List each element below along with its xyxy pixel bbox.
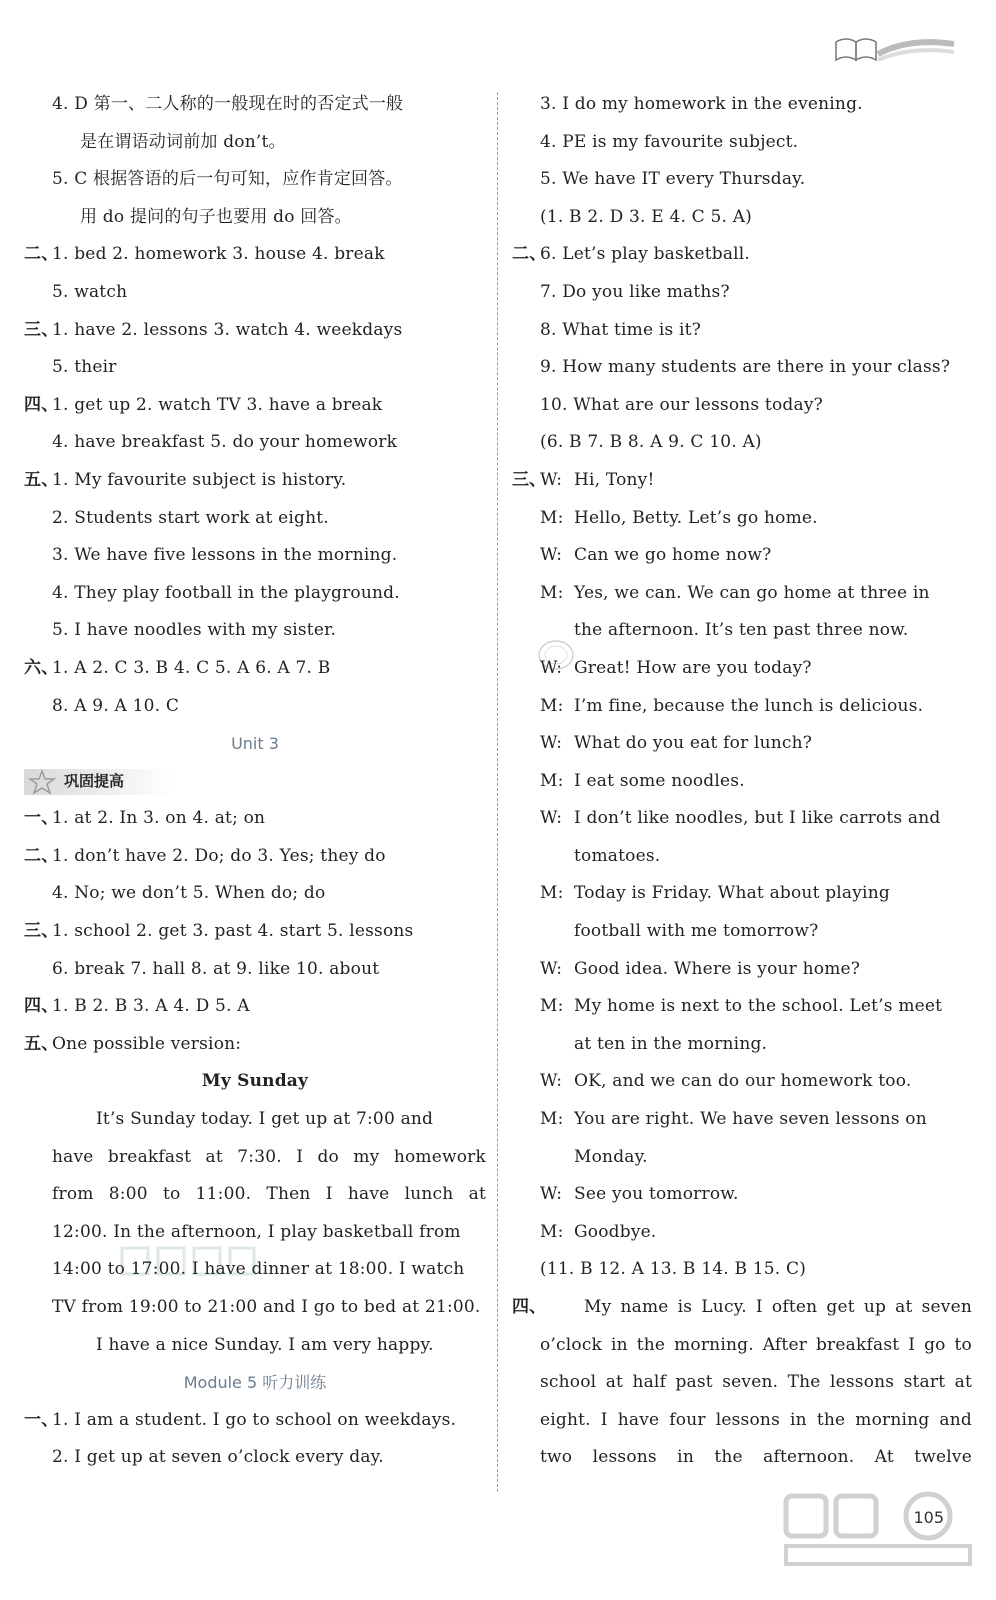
line-text: My name is Lucy. I often get up at seven: [584, 1297, 972, 1317]
dialogue-line: [512, 500, 972, 538]
speaker-label: W:: [540, 733, 563, 754]
watermark-icon: [118, 1240, 258, 1280]
answer-line: [24, 575, 486, 613]
answer-line: [24, 838, 486, 876]
answer-line: [24, 199, 486, 237]
dialogue-text: at ten in the morning.: [574, 1033, 768, 1054]
answer-line: [512, 274, 972, 312]
answer-line: [24, 951, 486, 989]
dialogue-line: [512, 1063, 972, 1101]
section-marker: 三、: [24, 921, 59, 942]
dialogue-text: the afternoon. It’s ten past three now.: [574, 620, 909, 641]
line-text: 1. A 2. C 3. B 4. C 5. A 6. A 7. B: [52, 657, 331, 678]
section-marker: 二、: [24, 244, 59, 265]
speaker-label: M:: [540, 770, 564, 791]
line-text: 1. bed 2. homework 3. house 4. break: [52, 244, 385, 265]
dialogue-line: [512, 1101, 972, 1139]
star-icon: [28, 769, 56, 795]
line-text: (6. B 7. B 8. A 9. C 10. A): [540, 432, 762, 453]
dialogue-text: football with me tomorrow?: [574, 921, 819, 942]
stamp-icon: [536, 637, 576, 673]
dialogue-line: [512, 462, 972, 500]
answer-line: [24, 688, 486, 726]
section-marker: 二、: [512, 244, 547, 265]
line-text: 1. B 2. B 3. A 4. D 5. A: [52, 996, 250, 1017]
dialogue-line: [512, 988, 972, 1026]
speaker-label: M:: [540, 582, 564, 603]
passage-line: [512, 1327, 972, 1365]
answer-line: [24, 236, 486, 274]
answer-line: [24, 500, 486, 538]
answer-line: [24, 800, 486, 838]
section-marker: 六、: [24, 657, 59, 678]
column-divider: [497, 92, 498, 1492]
dialogue-text: See you tomorrow.: [574, 1184, 739, 1205]
line-text: 2. I get up at seven o’clock every day.: [52, 1447, 384, 1468]
line-text: 1. get up 2. watch TV 3. have a break: [52, 394, 383, 415]
dialogue-text: OK, and we can do our homework too.: [574, 1071, 912, 1092]
essay-title: My Sunday: [201, 1071, 309, 1092]
dialogue-line: [512, 688, 972, 726]
line-text: (11. B 12. A 13. B 14. B 15. C): [540, 1259, 807, 1280]
line-text: 6. break 7. hall 8. at 9. like 10. about: [52, 958, 380, 979]
unit-title: Unit 3: [231, 734, 279, 754]
line-text: 1. don’t have 2. Do; do 3. Yes; they do: [52, 845, 386, 866]
answer-line: [24, 537, 486, 575]
essay-line: [24, 1289, 486, 1327]
section-marker: 五、: [24, 469, 59, 490]
line-text: 4. No; we don’t 5. When do; do: [52, 883, 326, 904]
speaker-label: W:: [540, 958, 563, 979]
line-text: I have a nice Sunday. I am very happy.: [96, 1334, 434, 1355]
essay-line: [24, 1101, 486, 1139]
passage-line: [512, 1439, 972, 1477]
passage-line: [512, 1402, 972, 1440]
speaker-label: M:: [540, 507, 564, 528]
answer-line: [512, 349, 972, 387]
speaker-label: M:: [540, 695, 564, 716]
speaker-label: W:: [540, 808, 563, 829]
answer-line: [512, 199, 972, 237]
banner-label: 巩固提高: [64, 771, 125, 790]
section-marker: 四、: [512, 1297, 546, 1317]
answer-line: [512, 236, 972, 274]
answer-line: [24, 913, 486, 951]
answer-line: [24, 387, 486, 425]
dialogue-text: What do you eat for lunch?: [574, 733, 813, 754]
section-marker: 一、: [24, 808, 59, 829]
line-text: school at half past seven. The lessons start at: [540, 1372, 972, 1393]
essay-line: [24, 1327, 486, 1365]
dialogue-line: [512, 1026, 972, 1064]
dialogue-text: Goodbye.: [574, 1221, 657, 1242]
line-text: 1. have 2. lessons 3. watch 4. weekdays: [52, 319, 403, 340]
speaker-label: M:: [540, 883, 564, 904]
answer-line: [24, 650, 486, 688]
dialogue-text: Today is Friday. What about playing: [574, 883, 890, 904]
section-marker: 四、: [24, 394, 59, 415]
site-watermark-icon: [778, 1490, 978, 1570]
line-text: 1. school 2. get 3. past 4. start 5. lessons: [52, 921, 414, 942]
dialogue-text: I’m fine, because the lunch is delicious.: [574, 695, 924, 716]
answer-line: [24, 312, 486, 350]
line-text: 7. Do you like maths?: [540, 281, 730, 302]
dialogue-line: [512, 913, 972, 951]
line-text: 5. We have IT every Thursday.: [540, 169, 806, 190]
answer-line: [24, 1439, 486, 1477]
right-column: [512, 86, 972, 1477]
answer-line: [24, 124, 486, 162]
passage: [512, 1289, 972, 1477]
line-text: 5. watch: [52, 281, 128, 302]
dialogue-text: You are right. We have seven lessons on: [574, 1109, 927, 1130]
line-text: 8. A 9. A 10. C: [52, 695, 180, 716]
line-text: TV from 19:00 to 21:00 and I go to bed at 21:00.: [52, 1297, 481, 1317]
dialogue-text: Hello, Betty. Let’s go home.: [574, 507, 818, 528]
dialogue-line: [512, 1139, 972, 1177]
section-marker: 二、: [24, 845, 59, 866]
answer-line: [24, 274, 486, 312]
section-marker: 五、: [24, 1033, 59, 1054]
passage-line: [512, 1364, 972, 1402]
answer-line: [24, 424, 486, 462]
dialogue-text: I don’t like noodles, but I like carrots and: [574, 808, 941, 829]
line-text: 1. My favourite subject is history.: [52, 469, 347, 490]
line-text: 6. Let’s play basketball.: [540, 244, 751, 265]
answer-line: [24, 161, 486, 199]
dialogue-text: Yes, we can. We can go home at three in: [574, 582, 930, 603]
dialogue-line: [512, 1214, 972, 1252]
line-text: eight. I have four lessons in the morning and: [540, 1409, 972, 1430]
section-marker: 一、: [24, 1409, 59, 1430]
answer-line: [512, 387, 972, 425]
dialogue-line: [512, 650, 972, 688]
answer-line: [24, 462, 486, 500]
answer-line: [24, 1402, 486, 1440]
speaker-label: M:: [540, 1109, 564, 1130]
speaker-label: W:: [540, 657, 563, 678]
essay-line: [24, 1139, 486, 1177]
line-text: 4. They play football in the playground.: [52, 582, 400, 603]
answer-line: [24, 349, 486, 387]
essay-line: [24, 1176, 486, 1214]
answer-line: [512, 124, 972, 162]
line-text: 4. D 第一、二人称的一般现在时的否定式一般: [52, 94, 404, 114]
page-number: 105: [913, 1508, 944, 1527]
dialogue-text: tomatoes.: [574, 845, 661, 866]
dialogue-text: I eat some noodles.: [574, 770, 745, 791]
passage-line: [512, 1289, 972, 1327]
line-text: 5. I have noodles with my sister.: [52, 620, 337, 641]
answer-line: [512, 312, 972, 350]
line-text: 2. Students start work at eight.: [52, 507, 329, 528]
section-marker: 三、: [24, 319, 59, 340]
section-banner: [24, 763, 486, 801]
dialogue-text: Can we go home now?: [574, 545, 772, 566]
line-text: from 8:00 to 11:00. Then I have lunch at: [52, 1184, 486, 1205]
line-text: It’s Sunday today. I get up at 7:00 and: [96, 1109, 434, 1130]
line-text: o’clock in the morning. After breakfast I go to: [540, 1334, 972, 1355]
line-text: 是在谓语动词前加 don’t。: [80, 131, 286, 152]
dialogue-text: My home is next to the school. Let’s meet: [574, 996, 943, 1017]
line-text: 4. have breakfast 5. do your homework: [52, 432, 398, 453]
line-text: 5. their: [52, 357, 117, 378]
line-text: 8. What time is it?: [540, 319, 702, 340]
speaker-label: M:: [540, 1221, 564, 1242]
dialogue: [512, 462, 972, 1251]
answer-line: [24, 875, 486, 913]
module-title: Module 5 听力训练: [183, 1373, 327, 1393]
answer-line: [24, 86, 486, 124]
line-text: 3. I do my homework in the evening.: [540, 94, 863, 114]
answer-line: [512, 1251, 972, 1289]
dialogue-text: Good idea. Where is your home?: [574, 958, 861, 979]
line-text: 10. What are our lessons today?: [540, 394, 823, 415]
line-text: have breakfast at 7:30. I do my homework: [52, 1146, 486, 1167]
answer-line: [24, 612, 486, 650]
dialogue-line: [512, 725, 972, 763]
line-text: 1. at 2. In 3. on 4. at; on: [52, 808, 266, 829]
dialogue-text: Hi, Tony!: [574, 469, 655, 490]
section-marker: 三、: [512, 469, 546, 490]
dialogue-line: [512, 612, 972, 650]
dialogue-text: Great! How are you today?: [574, 657, 812, 678]
dialogue-line: [512, 575, 972, 613]
line-text: (1. B 2. D 3. E 4. C 5. A): [540, 206, 753, 227]
line-text: 用 do 提问的句子也要用 do 回答。: [80, 206, 352, 227]
line-text: 9. How many students are there in your class?: [540, 357, 951, 378]
line-text: two lessons in the afternoon. At twelve: [540, 1447, 972, 1468]
line-text: 14:00 to 17:00. I have dinner at 18:00. I watch: [52, 1259, 465, 1280]
speaker-label: W:: [540, 1184, 563, 1205]
dialogue-line: [512, 1176, 972, 1214]
answer-line: [512, 161, 972, 199]
line-text: 5. C 根据答语的后一句可知，应作肯定回答。: [52, 169, 403, 190]
dialogue-line: [512, 537, 972, 575]
dialogue-line: [512, 838, 972, 876]
section-marker: 四、: [24, 996, 59, 1017]
line-text: One possible version:: [52, 1033, 242, 1054]
dialogue-line: [512, 800, 972, 838]
line-text: 12:00. In the afternoon, I play basketball from: [52, 1221, 461, 1242]
line-text: 4. PE is my favourite subject.: [540, 131, 799, 152]
answer-line: [24, 1026, 486, 1064]
dialogue-line: [512, 951, 972, 989]
line-text: 3. We have five lessons in the morning.: [52, 545, 398, 566]
answer-line: [512, 86, 972, 124]
speaker-label: M:: [540, 996, 564, 1017]
line-text: 1. I am a student. I go to school on weekdays.: [52, 1409, 457, 1430]
dialogue-line: [512, 875, 972, 913]
answer-line: [512, 424, 972, 462]
speaker-label: W:: [540, 545, 563, 566]
answer-line: [24, 988, 486, 1026]
speaker-label: W:: [540, 1071, 563, 1092]
dialogue-line: [512, 763, 972, 801]
dialogue-text: Monday.: [574, 1146, 648, 1167]
book-decoration-icon: [806, 32, 956, 70]
speaker-label: W:: [540, 469, 563, 490]
